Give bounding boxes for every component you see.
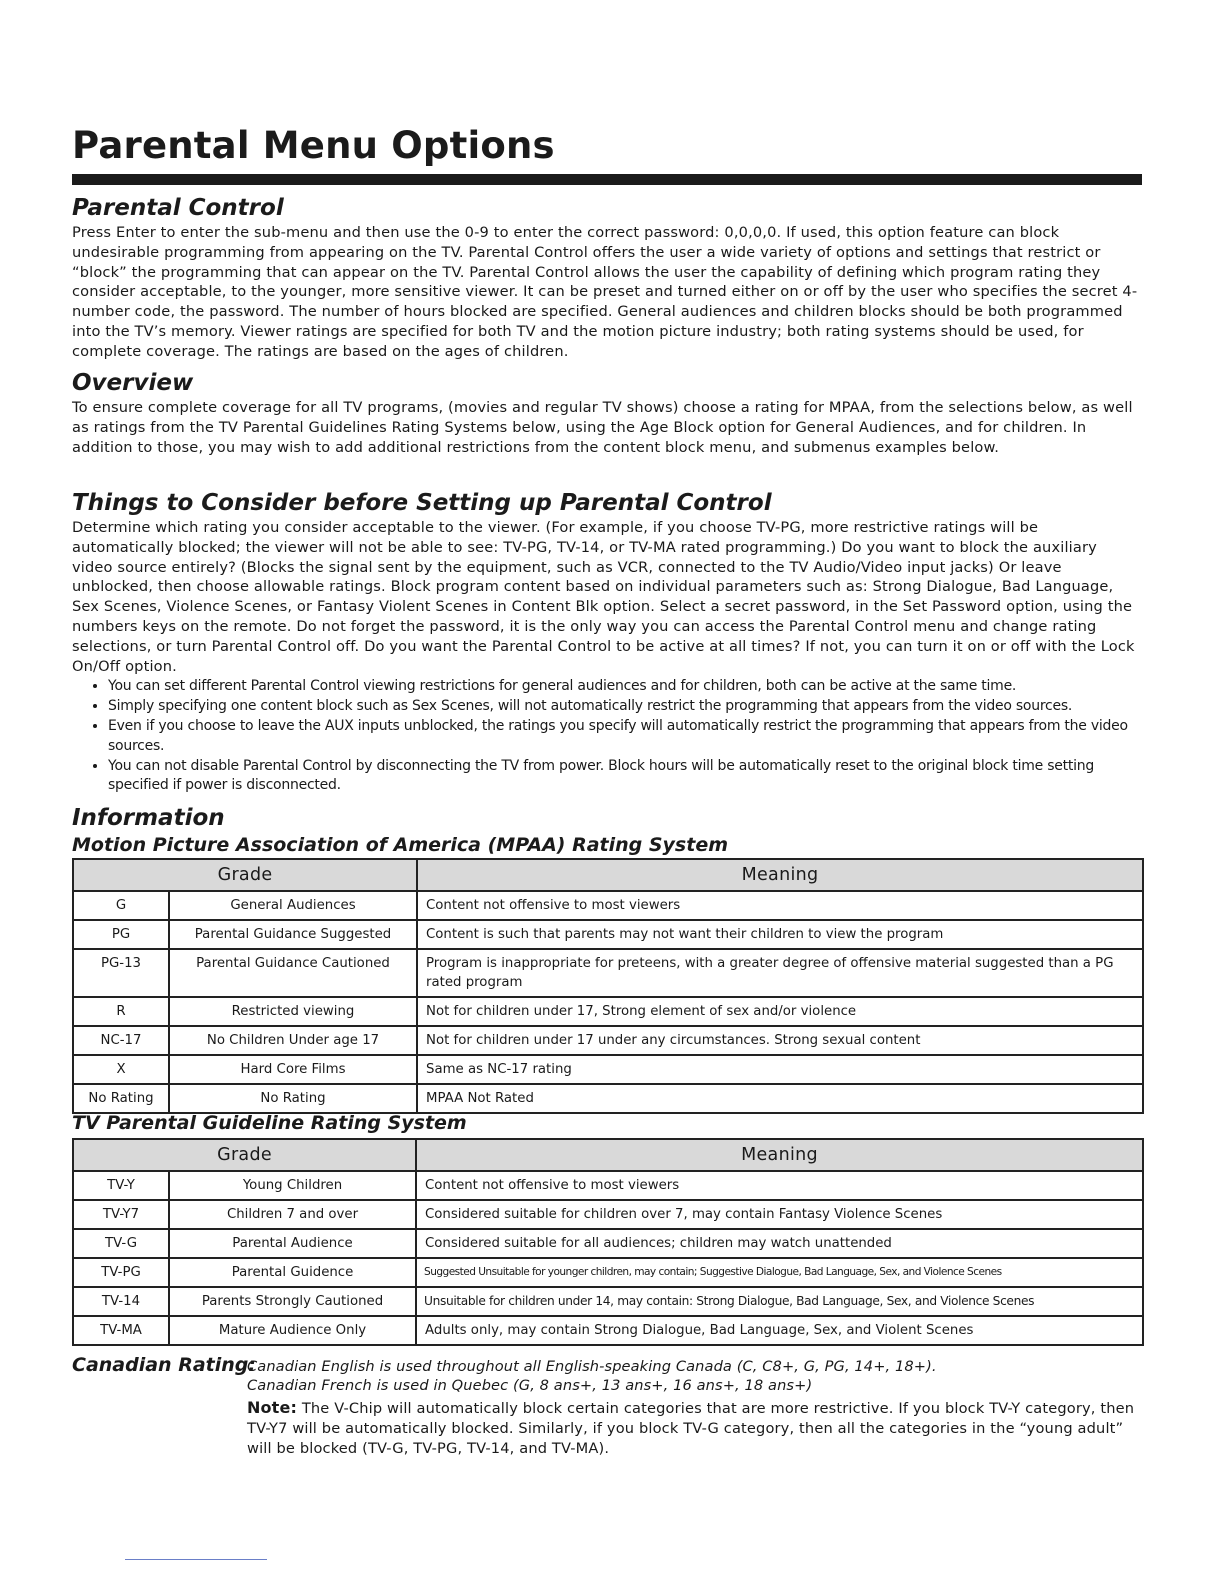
mpaa-grade-header: Grade (73, 859, 417, 891)
rating-meaning: Considered suitable for all audiences; children may watch unattended (416, 1229, 1143, 1258)
parental-control-body: Press Enter to enter the sub-menu and then use the 0-9 to enter the correct password: 0,0,0,0. If used, this option feature can block undesirable programming from appearing on the TV. Parental Control offers the user a wide variety of options and settings that restrict or “block” the programming that can appear on the TV. Parental Control allows the user the capability of defining which program rating they consider acceptable, to the younger, more sensitive viewer. It can be preset and turned either on or off by the user who specifies the secret 4-number code, the password. The number of hours blocked are specified. General audiences and children blocks should be both programmed into the TV’s memory. Viewer ratings are specified for both TV and the motion picture industry; both rating systems should be used, for complete coverage. The ratings are based on the ages of children. (72, 224, 1138, 360)
list-item: • You can set different Parental Control viewing restrictions for general audiences and for children, both can be active at the same time. (108, 677, 1142, 697)
consider-heading: Things to Consider before Setting up Parental Control (72, 490, 772, 516)
rating-code: TV-MA (73, 1316, 169, 1345)
rating-name: Parental Guidance Suggested (169, 920, 417, 949)
information-section (72, 804, 1142, 857)
rating-name: Parental Guidance Cautioned (169, 949, 417, 997)
rating-name: Mature Audience Only (169, 1316, 416, 1345)
canadian-english-line: Canadian English is used throughout all English-speaking Canada (C, C8+, G, PG, 14+, 18+). (247, 1358, 937, 1375)
rating-name: No Children Under age 17 (169, 1026, 417, 1055)
tv-heading: TV Parental Guideline Rating System (72, 1112, 467, 1134)
rating-meaning: Not for children under 17, Strong element of sex and/or violence (417, 997, 1143, 1026)
consider-section (72, 489, 1142, 796)
mpaa-table-wrap (72, 858, 1142, 1114)
table-row (73, 1026, 1143, 1055)
rating-name: No Rating (169, 1084, 417, 1113)
rating-meaning: Not for children under 17 under any circumstances. Strong sexual content (417, 1026, 1143, 1055)
rating-meaning: Considered suitable for children over 7, may contain Fantasy Violence Scenes (416, 1200, 1143, 1229)
mpaa-heading: Motion Picture Association of America (MPAA) Rating System (72, 834, 729, 856)
rating-code: X (73, 1055, 169, 1084)
overview-heading: Overview (72, 370, 194, 396)
rating-code: TV-Y (73, 1171, 169, 1200)
rating-code: G (73, 891, 169, 920)
rating-name: Children 7 and over (169, 1200, 416, 1229)
parental-control-section (72, 194, 1142, 362)
mpaa-meaning-header: Meaning (417, 859, 1143, 891)
page-title: Parental Menu Options (72, 124, 555, 167)
rating-meaning: Adults only, may contain Strong Dialogue, Bad Language, Sex, and Violent Scenes (416, 1316, 1143, 1345)
note-body: The V-Chip will automatically block certain categories that are more restrictive. If you block TV-Y category, then TV-Y7 will be automatically blocked. Similarly, if you block TV-G category, then all the categories in the “young adult” will be blocked (TV-G, TV-PG, TV-14, and TV-MA). (247, 1400, 1135, 1457)
rating-name: General Audiences (169, 891, 417, 920)
table-row (73, 997, 1143, 1026)
table-row (73, 920, 1143, 949)
rating-code: TV-PG (73, 1258, 169, 1287)
information-heading: Information (72, 805, 225, 831)
table-row (73, 1171, 1143, 1200)
list-item: • Simply specifying one content block such as Sex Scenes, will not automatically restrict the programming that appears from the video sources. (108, 697, 1142, 717)
rating-code: TV-Y7 (73, 1200, 169, 1229)
rating-meaning: Program is inappropriate for preteens, with a greater degree of offensive material suggested than a PG rated program (417, 949, 1143, 997)
table-row (73, 1316, 1143, 1345)
rating-meaning: MPAA Not Rated (417, 1084, 1143, 1113)
rating-code: No Rating (73, 1084, 169, 1113)
table-row (73, 1084, 1143, 1113)
rating-name: Parental Guidence (169, 1258, 416, 1287)
rating-meaning: Content not offensive to most viewers (417, 891, 1143, 920)
mpaa-table (72, 858, 1144, 1114)
tv-table-wrap (72, 1138, 1142, 1346)
title-divider (72, 174, 1142, 185)
tv-heading-wrap (72, 1111, 1142, 1135)
tv-table (72, 1138, 1144, 1346)
rating-name: Hard Core Films (169, 1055, 417, 1084)
list-item: • Even if you choose to leave the AUX inputs unblocked, the ratings you specify will automatically restrict the programming that appears from the video sources. (108, 717, 1142, 757)
canadian-rating-label: Canadian Rating: (72, 1354, 256, 1376)
table-row (73, 1287, 1143, 1316)
consider-bullets (72, 677, 1142, 796)
rating-code: TV-G (73, 1229, 169, 1258)
rating-meaning: Same as NC-17 rating (417, 1055, 1143, 1084)
rating-meaning: Content is such that parents may not want their children to view the program (417, 920, 1143, 949)
rating-name: Young Children (169, 1171, 416, 1200)
table-row (73, 1055, 1143, 1084)
rating-meaning: Unsuitable for children under 14, may contain: Strong Dialogue, Bad Language, Sex, and Violence Scenes (416, 1287, 1143, 1316)
table-row (73, 1258, 1143, 1287)
consider-body: Determine which rating you consider acceptable to the viewer. (For example, if you choose TV-PG, more restrictive ratings will be automatically blocked; the viewer will not be able to see: TV-PG, TV-14, or TV-MA rated programming.) Do you want to block the auxiliary video source entirely? (Blocks the signal sent by the equipment, such as VCR, connected to the TV Audio/Video input jacks) Or leave unblocked, then choose allowable ratings. Block program content based on individual parameters such as: Strong Dialogue, Bad Language, Sex Scenes, Violence Scenes, or Fantasy Violent Scenes in Content Blk option. Select a secret password, in the Set Password option, using the numbers keys on the remote. Do not forget the password, it is the only way you can access the Parental Control menu and change rating selections, or turn Parental Control off. Do you want the Parental Control to be active at all times? If not, you can turn it on or off with the Lock On/Off option. (72, 519, 1135, 675)
tv-meaning-header: Meaning (416, 1139, 1143, 1171)
rating-name: Restricted viewing (169, 997, 417, 1026)
overview-section (72, 369, 1142, 457)
rating-meaning: Suggested Unsuitable for younger children, may contain; Suggestive Dialogue, Bad Language, Sex, and Violence Scenes (416, 1258, 1143, 1287)
tv-grade-header: Grade (73, 1139, 416, 1171)
parental-control-heading: Parental Control (72, 195, 284, 221)
rating-code: PG-13 (73, 949, 169, 997)
rating-name: Parents Strongly Cautioned (169, 1287, 416, 1316)
rating-code: PG (73, 920, 169, 949)
note-label: Note: (247, 1398, 298, 1417)
canadian-french-line: Canadian French is used in Quebec (G, 8 ans+, 13 ans+, 16 ans+, 18 ans+) (247, 1377, 813, 1394)
rating-code: R (73, 997, 169, 1026)
footer-divider (125, 1559, 267, 1560)
table-row (73, 949, 1143, 997)
vchip-note (247, 1398, 1142, 1459)
overview-body: To ensure complete coverage for all TV programs, (movies and regular TV shows) choose a rating for MPAA, from the selections below, as well as ratings from the TV Parental Guidelines Rating Systems below, using the Age Block option for General Audiences, and for children. In addition to those, you may wish to add additional restrictions from the content block menu, and submenus examples below. (72, 399, 1133, 456)
table-row (73, 891, 1143, 920)
rating-name: Parental Audience (169, 1229, 416, 1258)
list-item: • You can not disable Parental Control by disconnecting the TV from power. Block hours will be automatically reset to the original block time setting specified if power is disconnected. (108, 757, 1142, 797)
rating-meaning: Content not offensive to most viewers (416, 1171, 1143, 1200)
rating-code: NC-17 (73, 1026, 169, 1055)
table-row (73, 1229, 1143, 1258)
table-row (73, 1200, 1143, 1229)
rating-code: TV-14 (73, 1287, 169, 1316)
